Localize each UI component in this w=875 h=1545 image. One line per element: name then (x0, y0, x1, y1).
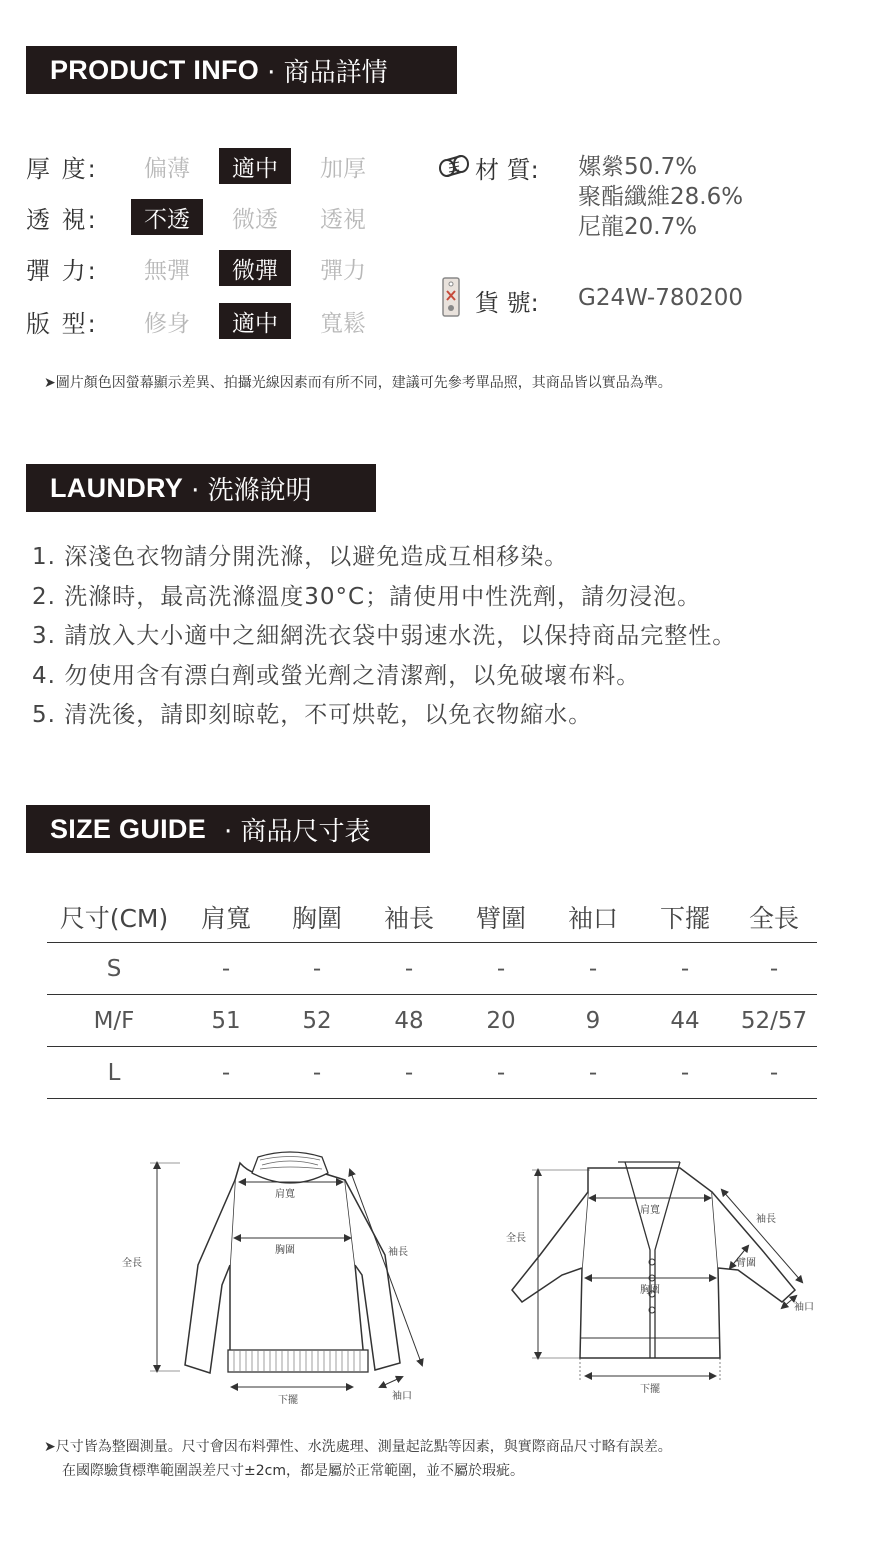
table-cell: - (455, 943, 547, 995)
product-info-title-en: PRODUCT INFO (50, 54, 260, 85)
table-cell: - (455, 1047, 547, 1099)
table-cell: 20 (455, 995, 547, 1047)
column-header: 尺寸(CM) (47, 892, 181, 943)
table-header-row (47, 892, 817, 943)
column-header: 全長 (731, 892, 817, 943)
size-cell: L (47, 1047, 181, 1099)
size-cell: S (47, 943, 181, 995)
column-header: 胸圍 (271, 892, 363, 943)
column-header: 臂圍 (455, 892, 547, 943)
attr-option: 無彈 (144, 257, 190, 284)
table-cell: 48 (363, 995, 455, 1047)
sweater-diagram (110, 1145, 440, 1415)
full-length-label: 全長 (506, 1233, 526, 1244)
attr-option: 彈力 (320, 257, 366, 284)
table-cell: - (363, 943, 455, 995)
laundry-list (32, 538, 736, 736)
attr-option: 寬鬆 (320, 310, 366, 337)
table-cell: - (731, 1047, 817, 1099)
material-value: 尼龍20.7% (578, 214, 698, 240)
shoulder-label: 肩寬 (640, 1205, 660, 1216)
attr-option: 透視 (320, 206, 366, 233)
product-info-header (26, 46, 457, 94)
sleeve-length-label: 袖長 (756, 1214, 776, 1225)
chest-label: 胸圍 (275, 1245, 295, 1256)
chest-label: 胸圍 (640, 1285, 660, 1296)
table-cell: - (271, 943, 363, 995)
attr-option: 加厚 (320, 155, 366, 182)
sleeve-length-label: 袖長 (388, 1247, 408, 1258)
table-cell: 52 (271, 995, 363, 1047)
list-item: 1. 深淺色衣物請分開洗滌，以避免造成互相移染。 (32, 544, 569, 570)
column-header: 下擺 (639, 892, 731, 943)
attr-row-thickness (26, 148, 126, 184)
list-item: 5. 清洗後，請即刻晾乾，不可烘乾，以免衣物縮水。 (32, 702, 593, 728)
table-cell: - (547, 1047, 639, 1099)
attr-label: 透 視: (26, 205, 98, 234)
laundry-header (26, 464, 376, 512)
attr-option-selected: 適中 (219, 148, 291, 184)
list-item: 4. 勿使用含有漂白劑或螢光劑之清潔劑，以免破壞布料。 (32, 662, 641, 689)
table-cell: - (547, 943, 639, 995)
column-header: 袖口 (547, 892, 639, 943)
attr-row-fit (26, 303, 126, 339)
table-cell: 9 (547, 995, 639, 1047)
size-guide-header (26, 805, 430, 853)
table-row (47, 943, 817, 995)
size-note-line1: ➤尺寸皆為整圈測量。尺寸會因布料彈性、水洗處理、測量起訖點等因素，與實際商品尺寸略有誤差。 (44, 1439, 672, 1455)
arm-label: 臂圍 (736, 1258, 756, 1269)
table-cell: - (363, 1047, 455, 1099)
table-cell: - (639, 943, 731, 995)
table-cell: 51 (181, 995, 271, 1047)
attr-option-selected: 不透 (131, 199, 203, 235)
list-item: 2. 洗滌時，最高洗滌溫度30°C；請使用中性洗劑，請勿浸泡。 (32, 583, 702, 610)
material-value: 聚酯纖維28.6% (578, 184, 744, 210)
size-guide-title-en: SIZE GUIDE (50, 813, 207, 844)
sku-value: G24W-780200 (578, 285, 743, 311)
shoulder-label: 肩寬 (275, 1189, 295, 1200)
material-value: 嫘縈50.7% (578, 154, 698, 180)
attr-option: 偏薄 (144, 155, 190, 182)
tag-icon (440, 276, 462, 320)
attr-option: 微透 (232, 206, 278, 233)
attr-option: 修身 (144, 310, 190, 337)
material-label: 材 質: (475, 156, 539, 184)
size-note-line2: 在國際驗貨標準範圍誤差尺寸±2cm，都是屬於正常範圍，並不屬於瑕疵。 (62, 1463, 524, 1479)
cuff-label: 袖口 (794, 1302, 814, 1313)
table-cell: - (731, 943, 817, 995)
attr-label: 彈 力: (26, 256, 98, 285)
attr-label: 厚 度: (26, 154, 98, 183)
size-guide-title-zh: · 商品尺寸表 (224, 816, 371, 847)
column-header: 袖長 (363, 892, 455, 943)
table-row (47, 995, 817, 1047)
hem-label: 下擺 (640, 1384, 660, 1395)
table-cell: 44 (639, 995, 731, 1047)
attr-option-selected: 適中 (219, 303, 291, 339)
cardigan-diagram (500, 1150, 830, 1410)
attr-option-selected: 微彈 (219, 250, 291, 286)
table-cell: - (181, 1047, 271, 1099)
hem-label: 下擺 (278, 1395, 298, 1406)
column-header: 肩寬 (181, 892, 271, 943)
attr-row-elasticity (26, 250, 126, 286)
cuff-label: 袖口 (392, 1391, 412, 1402)
sku-label: 貨 號: (475, 289, 539, 317)
size-table (47, 892, 817, 1099)
full-length-label: 全長 (122, 1258, 142, 1269)
table-cell: 52/57 (731, 995, 817, 1047)
size-cell: M/F (47, 995, 181, 1047)
table-cell: - (271, 1047, 363, 1099)
table-row (47, 1047, 817, 1099)
product-info-title-zh: · 商品詳情 (267, 57, 388, 88)
attr-row-transparency (26, 199, 126, 235)
attr-label: 版 型: (26, 309, 98, 338)
table-cell: - (181, 943, 271, 995)
table-cell: - (639, 1047, 731, 1099)
laundry-title-zh: · 洗滌說明 (191, 475, 312, 506)
product-note: ➤圖片顏色因螢幕顯示差異、拍攝光線因素而有所不同，建議可先參考單品照，其商品皆以實品為準。 (44, 375, 672, 391)
yarn-spool-icon (437, 152, 473, 180)
laundry-title-en: LAUNDRY (50, 472, 184, 503)
list-item: 3. 請放入大小適中之細網洗衣袋中弱速水洗，以保持商品完整性。 (32, 623, 737, 649)
